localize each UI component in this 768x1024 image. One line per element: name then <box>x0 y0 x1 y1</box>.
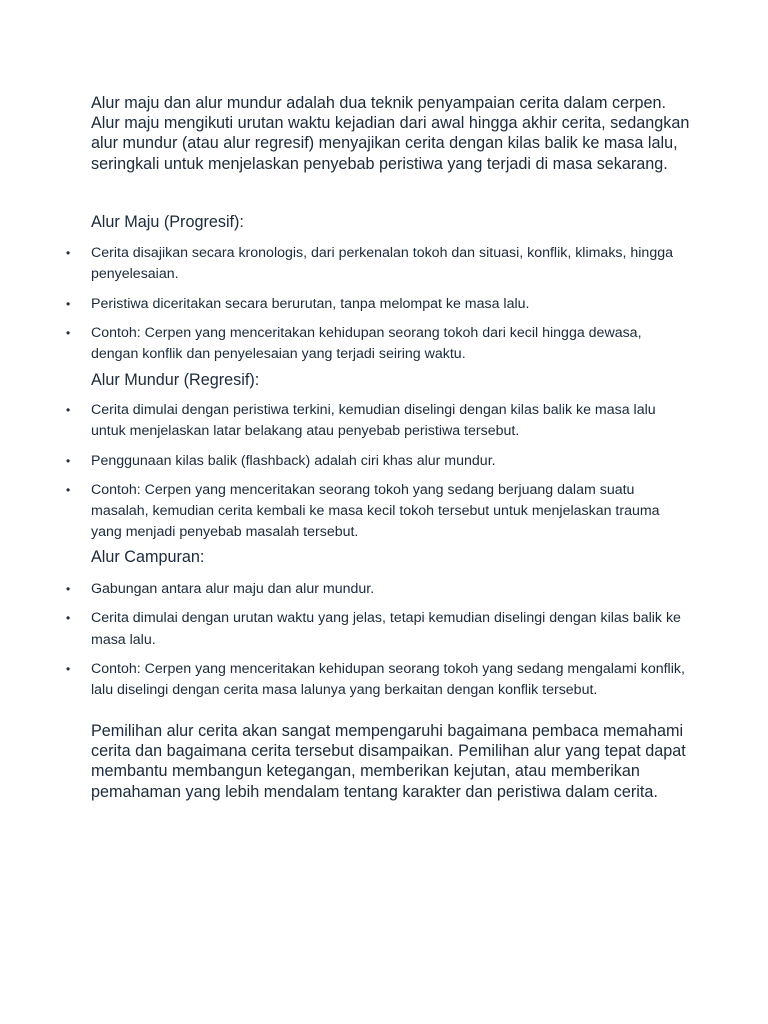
list-item-text: Cerita dimulai dengan urutan waktu yang jelas, tetapi kemudian diselingi dengan kilas balik ke masa lalu. <box>91 610 681 648</box>
list-item-text: Gabungan antara alur maju dan alur mundur. <box>91 581 375 597</box>
list-item-text: Contoh: Cerpen yang menceritakan kehidupan seorang tokoh dari kecil hingga dewasa, dengan konflik dan penyelesaian yang terjadi seiring waktu. <box>91 324 642 363</box>
bullet-icon: • <box>66 582 71 596</box>
list-item <box>0 659 768 702</box>
bullet-icon: • <box>66 453 71 468</box>
section-heading-alur-campuran: Alur Campuran: <box>91 548 205 566</box>
bullet-icon: • <box>66 611 71 626</box>
bullet-icon: • <box>66 661 71 676</box>
list-item-text: Contoh: Cerpen yang menceritakan seorang tokoh yang sedang berjuang dalam suatu masalah, kemudian cerita kembali ke masa kecil tokoh tersebut untuk menjelaskan trauma yang menjadi penyebab masalah tersebut. <box>91 481 660 541</box>
list-item <box>0 579 768 600</box>
bullet-icon: • <box>66 246 71 260</box>
bullet-icon: • <box>66 325 71 340</box>
bullet-list-alur-maju <box>0 243 768 373</box>
list-item <box>0 323 768 366</box>
list-item-text: Cerita disajikan secara kronologis, dari perkenalan tokoh dan situasi, konflik, klimaks, hingga penyelesaian. <box>91 245 673 283</box>
section-heading-alur-mundur: Alur Mundur (Regresif): <box>91 371 260 389</box>
closing-paragraph: Pemilihan alur cerita akan sangat mempengaruhi bagaimana pembaca memahami cerita dan bagaimana cerita tersebut disampaikan. Pemilihan alur yang tepat dapat membantu membangun ketegangan, memberikan kejutan, atau memberikan pemahaman yang lebih mendalam tentang karakter dan peristiwa dalam cerita. <box>91 722 686 801</box>
bullet-icon: • <box>66 482 71 497</box>
bullet-list-alur-campuran <box>0 579 768 709</box>
list-item <box>0 480 768 544</box>
list-item <box>0 400 768 443</box>
list-item <box>0 294 768 315</box>
list-item-text: Contoh: Cerpen yang menceritakan kehidupan seorang tokoh yang sedang mengalami konflik, lalu diselingi dengan cerita masa lalunya yang berkaitan dengan konflik tersebut. <box>91 660 685 699</box>
list-item-text: Peristiwa diceritakan secara berurutan, tanpa melompat ke masa lalu. <box>91 295 530 312</box>
list-item <box>0 451 768 472</box>
list-item-text: Penggunaan kilas balik (flashback) adalah ciri khas alur mundur. <box>91 452 496 469</box>
list-item-text: Cerita dimulai dengan peristiwa terkini, kemudian diselingi dengan kilas balik ke masa lalu untuk menjelaskan latar belakang atau penyebab peristiwa tersebut. <box>91 402 656 440</box>
list-item <box>0 243 768 286</box>
list-item <box>0 608 768 651</box>
section-heading-alur-maju: Alur Maju (Progresif): <box>91 213 244 231</box>
bullet-list-alur-mundur <box>0 400 768 552</box>
bullet-icon: • <box>66 403 71 417</box>
bullet-icon: • <box>66 296 71 311</box>
intro-paragraph: Alur maju dan alur mundur adalah dua teknik penyampaian cerita dalam cerpen. Alur maju mengikuti urutan waktu kejadian dari awal hingga akhir cerita, sedangkan alur mundur (atau alur regresif) menyajikan cerita dengan kilas balik ke masa lalu, seringkali untuk menjelaskan penyebab peristiwa yang terjadi di masa sekarang. <box>91 94 690 173</box>
